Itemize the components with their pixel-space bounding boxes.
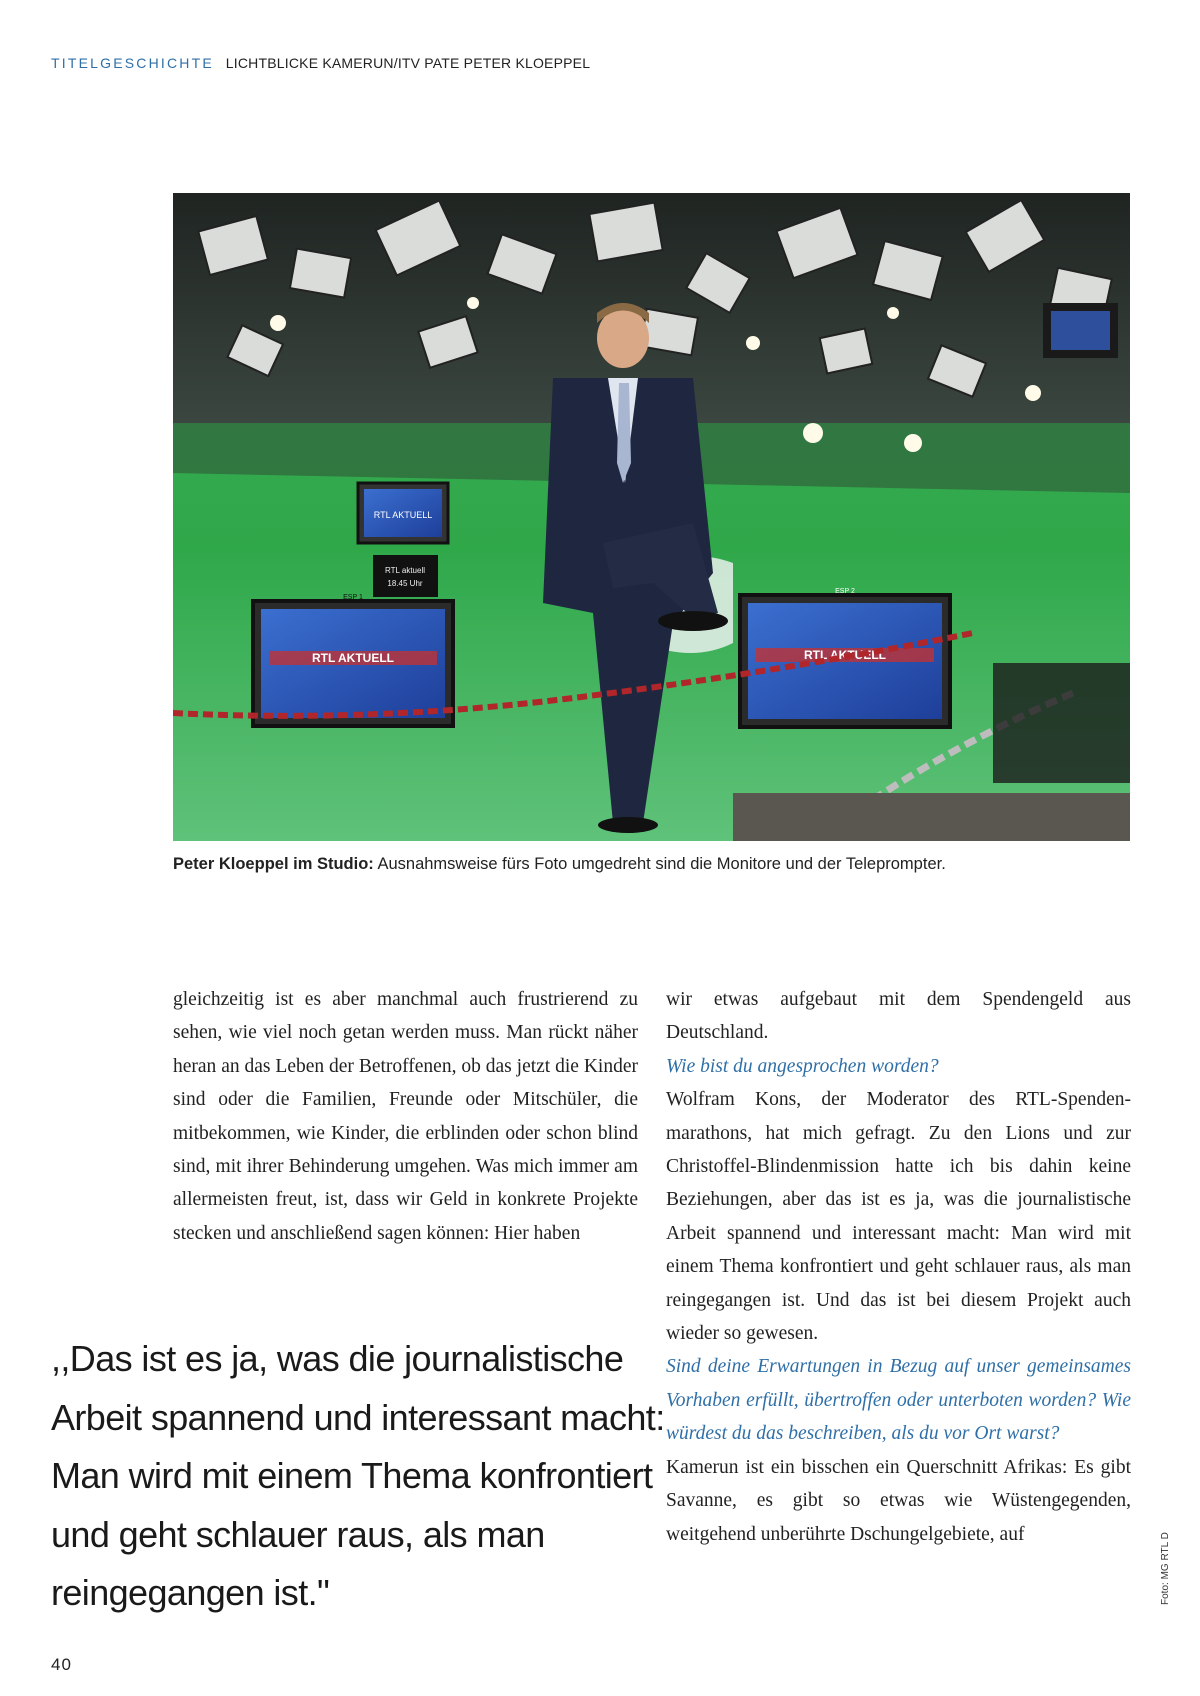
paragraph: Kamerun ist ein bisschen ein Querschnitt Afrikas: Es gibt Savanne, es gibt so etwas wie Wüstengegenden, weitgehend unberührte Dschungelgebiete, auf	[666, 1456, 1131, 1545]
caption-bold: Peter Kloeppel im Studio:	[173, 855, 374, 873]
studio-photo	[173, 193, 1130, 841]
section-label: TITELGESCHICHTE	[51, 55, 214, 71]
column-left	[173, 983, 638, 1250]
photo-credit: Foto: MG RTL D	[1160, 1532, 1171, 1605]
label-right: ESP 2	[835, 588, 855, 595]
topic-label: LICHTBLICKE KAMERUN/ITV PATE PETER KLOEPPEL	[225, 55, 591, 71]
column-right	[666, 983, 1131, 1551]
right-monitor-logo: RTL AKTUELL	[804, 648, 886, 662]
prompter-line-2: 18.45 Uhr	[387, 579, 423, 588]
interview-question: Wie bist du angesprochen worden?	[666, 1055, 939, 1077]
paragraph: Wolfram Kons, der Moderator des RTL-Spendenmarathons, hat mich gefragt. Zu den Lions und zur Christoffel-Blindenmission hatte ich bis dahin keine Beziehungen, aber das ist es ja, was die journalistische Arbeit spannend und interessant macht: Man wird mit einem Thema konfrontiert und geht schlauer raus, als man reingegangen ist. Und das ist bei diesem Projekt auch wieder so gewesen.	[666, 1089, 1131, 1345]
prompter-line-1: RTL aktuell	[384, 566, 426, 575]
small-monitor-logo: RTL AKTUELL	[373, 510, 433, 520]
caption-text: Ausnahmsweise fürs Foto umgedreht sind die Monitore und der Teleprompter.	[373, 855, 946, 873]
paragraph: gleichzeitig ist es aber manchmal auch frustrierend zu sehen, wie viel noch getan werden muss. Man rückt näher heran an das Leben der Betroffenen, ob das jetzt die Kinder sind oder die Familien, Freunde oder Mitschüler, die mitbekommen, wie Kinder, die erblinden oder schon blind sind, mit ihrer Behinderung umgehen. Was mich immer am allermeisten freut, ist, dass wir Geld in konkrete Projekte stecken und anschließend sagen können: Hier haben	[173, 989, 638, 1244]
label-left: ESP 1	[343, 594, 363, 601]
photo-caption	[173, 855, 1130, 874]
pull-quote: ,,Das ist es ja, was die journalistische Arbeit spannend und interessant macht: Man wird mit einem Thema konfrontiert und geht schlauer raus, als man reingegangen ist."	[51, 1338, 665, 1613]
paragraph: wir etwas aufgebaut mit dem Spendengeld aus Deutschland.	[666, 989, 1131, 1044]
left-monitor-logo: RTL AKTUELL	[312, 651, 394, 665]
interview-question: Sind deine Erwartungen in Bezug auf unser gemeinsames Vorhaben erfüllt, übertroffen oder unterboten worden? Wie würdest du das beschreiben, als du vor Ort warst?	[666, 1356, 1131, 1445]
running-header	[51, 55, 590, 71]
page-number: 40	[51, 1655, 72, 1674]
